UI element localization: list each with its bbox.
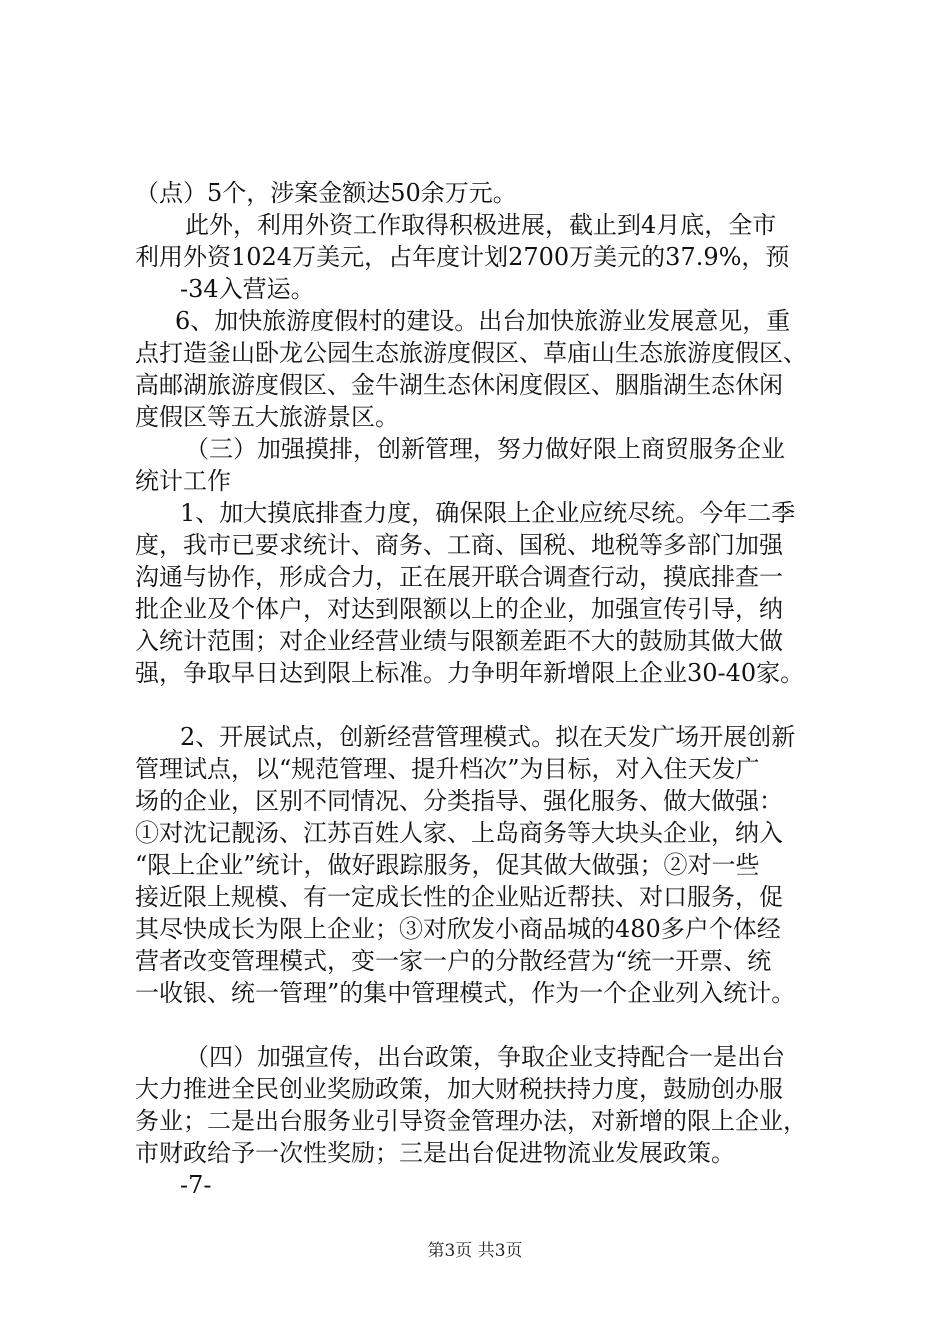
inline-page-number: -7- <box>180 1171 212 1199</box>
text-line: 度，我市已要求统计、商务、工商、国税、地税等多部门加强 <box>135 531 783 559</box>
text-line: 大力推进全民创业奖励政策，加大财税扶持力度，鼓励创办服 <box>135 1075 783 1103</box>
text-line: 入统计范围；对企业经营业绩与限额差距不大的鼓励其做大做 <box>135 627 783 655</box>
text-line: 接近限上规模、有一定成长性的企业贴近帮扶、对口服务，促 <box>135 883 783 911</box>
page-footer: 第3页 共3页 <box>427 1241 523 1261</box>
text-line: 批企业及个体户，对达到限额以上的企业，加强宣传引导，纳 <box>135 595 783 623</box>
text-line: 点打造釜山卧龙公园生态旅游度假区、草庙山生态旅游度假区、 <box>135 339 807 367</box>
paragraph-line: 1、加大摸底排查力度，确保限上企业应统尽统。今年二季 <box>180 499 796 527</box>
text-line: （点）5个，涉案金额达50余万元。 <box>135 179 517 207</box>
text-line: 强，争取早日达到限上标准。力争明年新增限上企业30-40家。 <box>135 659 805 687</box>
paragraph-line: 6、加快旅游度假村的建设。出台加快旅游业发展意见，重 <box>175 307 791 335</box>
paragraph-line: 此外，利用外资工作取得积极进展，截止到4月底，全市 <box>185 211 777 239</box>
text-line: 营者改变管理模式，变一家一户的分散经营为“统一开票、统 <box>135 947 772 975</box>
text-line: 务业；二是出台服务业引导资金管理办法，对新增的限上企业， <box>135 1107 807 1135</box>
section-heading-line: 统计工作 <box>135 467 231 495</box>
text-line: 管理试点，以“规范管理、提升档次”为目标，对入住天发广 <box>135 755 760 783</box>
text-line: ①对沈记靓汤、江苏百姓人家、上岛商务等大块头企业，纳入 <box>135 819 783 847</box>
text-line: 场的企业，区别不同情况、分类指导、强化服务、做大做强： <box>135 787 783 815</box>
text-line: “限上企业”统计，做好跟踪服务，促其做大做强；②对一些 <box>135 851 760 879</box>
text-line: 度假区等五大旅游景区。 <box>135 403 399 431</box>
text-line: 高邮湖旅游度假区、金牛湖生态休闲度假区、胭脂湖生态休闲 <box>135 371 783 399</box>
paragraph-line: 2、开展试点，创新经营管理模式。拟在天发广场开展创新 <box>180 723 796 751</box>
text-line: 一收银、统一管理”的集中管理模式，作为一个企业列入统计。 <box>135 979 796 1007</box>
text-line: 其尽快成长为限上企业；③对欣发小商品城的480多户个体经 <box>135 915 781 943</box>
text-line: 市财政给予一次性奖励；三是出台促进物流业发展政策。 <box>135 1139 735 1167</box>
section-heading-line: （三）加强摸排，创新管理，努力做好限上商贸服务企业 <box>185 435 785 463</box>
section-heading-line: （四）加强宣传，出台政策，争取企业支持配合一是出台 <box>185 1043 785 1071</box>
text-line: 沟通与协作，形成合力，正在展开联合调查行动，摸底排查一 <box>135 563 783 591</box>
text-line: -34入营运。 <box>180 275 315 303</box>
text-line: 利用外资1024万美元，占年度计划2700万美元的37.9%，预 <box>135 243 790 271</box>
